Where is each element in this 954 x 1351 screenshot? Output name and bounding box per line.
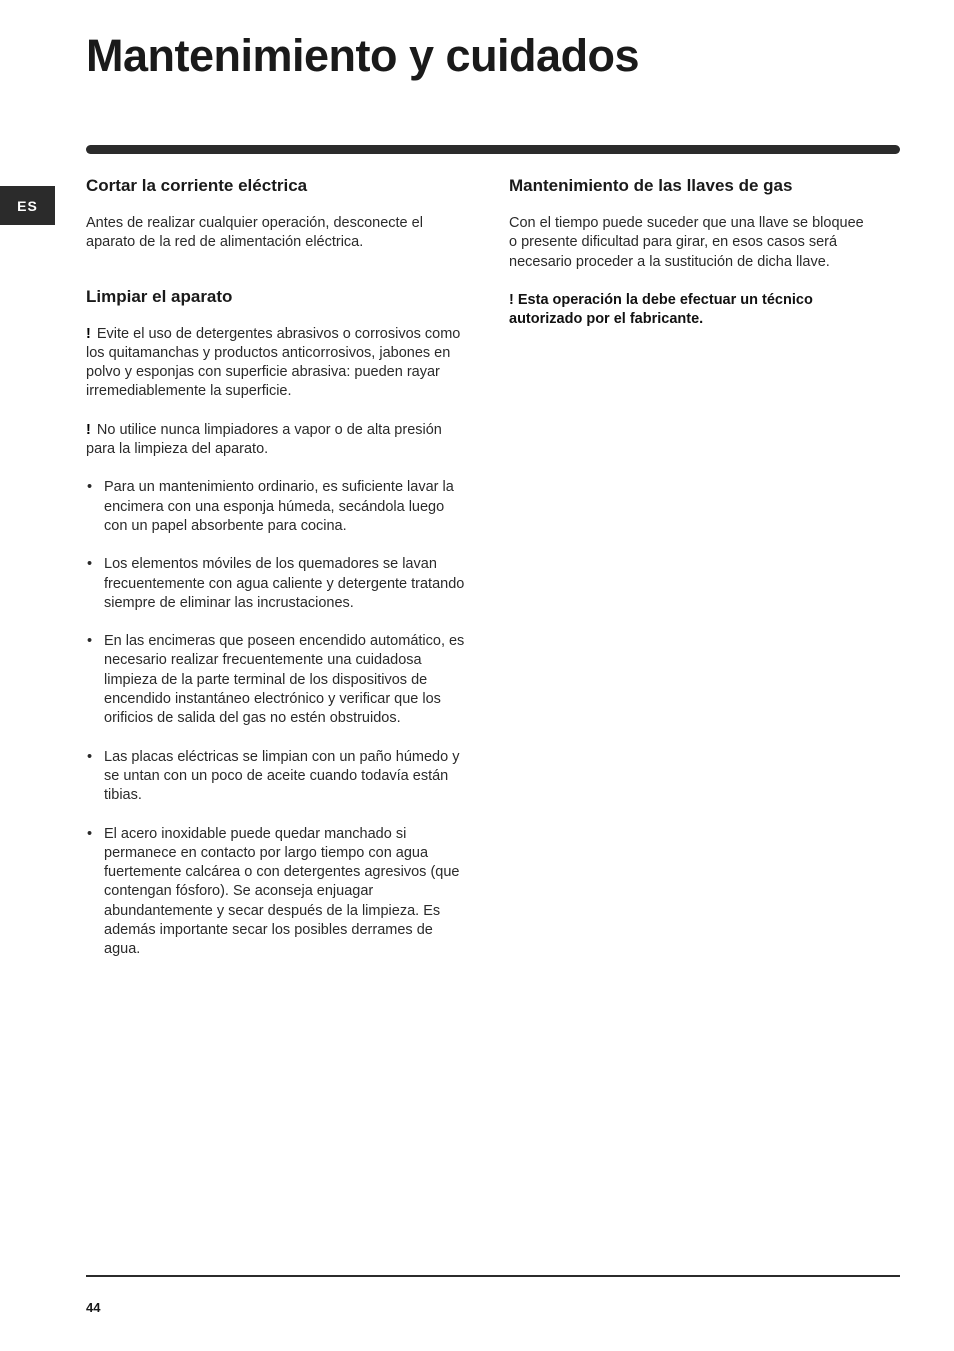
page-title: Mantenimiento y cuidados [86, 30, 640, 81]
language-tab: ES [0, 186, 55, 225]
section-heading-cleaning: Limpiar el aparato [86, 286, 233, 306]
list-item [86, 825, 466, 960]
list-item [86, 555, 466, 613]
bullet-icon: • [87, 748, 93, 765]
right-column [509, 176, 869, 348]
warning-paragraph [86, 421, 466, 460]
bullet-icon: • [87, 479, 93, 496]
warning-mark: ! [86, 325, 91, 342]
list-item-text: Los elementos móviles de los quemadores se lavan frecuentemente con agua caliente y detergente tratando siempre de eliminar las incrustaciones. [104, 556, 465, 611]
bottom-rule [86, 1275, 900, 1277]
warning-paragraph [86, 325, 466, 402]
list-item [86, 632, 466, 728]
warning-mark: ! [509, 291, 514, 308]
bullet-icon: • [87, 825, 93, 842]
left-column [86, 176, 466, 979]
page-number: 44 [86, 1300, 101, 1315]
list-item-text: En las encimeras que poseen encendido automático, es necesario realizar frecuentemente una cuidadosa limpieza de la parte terminal de los dispositivos de encendido instantáneo electrónico y verificar que los orificios de salida del gas no estén obstruidos. [104, 633, 465, 727]
section-text-power: Antes de realizar cualquier operación, desconecte el aparato de la red de alimentación eléctrica. [86, 215, 423, 251]
list-item-text: Las placas eléctricas se limpian con un paño húmedo y se untan con un poco de aceite cuando todavía están tibias. [104, 748, 460, 804]
list-item [86, 478, 466, 536]
warning-text: Evite el uso de detergentes abrasivos o corrosivos como los quitamanchas y productos anticorrosivos, jabones en polvo y esponjas con superficie abrasiva: pueden rayar irremediablemente la superficie. [86, 325, 461, 400]
list-item-text: El acero inoxidable puede quedar manchado si permanece en contacto por largo tiempo con agua fuertemente calcárea o con detergentes agresivos (que contengan fósforo). Se aconseja enjuagar abundantemente y secar después de la limpieza. Es además importante secar los posibles derrames de agua. [104, 825, 460, 958]
warning-mark: ! [86, 421, 91, 438]
warning-text: No utilice nunca limpiadores a vapor o de alta presión para la limpieza del aparato. [86, 421, 442, 458]
note-text: Esta operación la debe efectuar un técnico autorizado por el fabricante. [509, 291, 813, 328]
technician-note [509, 291, 869, 330]
top-rule [86, 145, 900, 154]
list-item [86, 748, 466, 806]
bullet-icon: • [87, 556, 93, 573]
bullet-icon: • [87, 633, 93, 650]
cleaning-list [86, 478, 466, 959]
section-heading-gas-valves: Mantenimiento de las llaves de gas [509, 176, 793, 195]
section-heading-power: Cortar la corriente eléctrica [86, 176, 308, 195]
section-text-gas-valves: Con el tiempo puede suceder que una llave se bloquee o presente dificultad para girar, en esos casos será necesario proceder a la sustitución de dicha llave. [509, 215, 864, 270]
list-item-text: Para un mantenimiento ordinario, es suficiente lavar la encimera con una esponja húmeda, secándola luego con un papel absorbente para cocina. [104, 479, 454, 534]
